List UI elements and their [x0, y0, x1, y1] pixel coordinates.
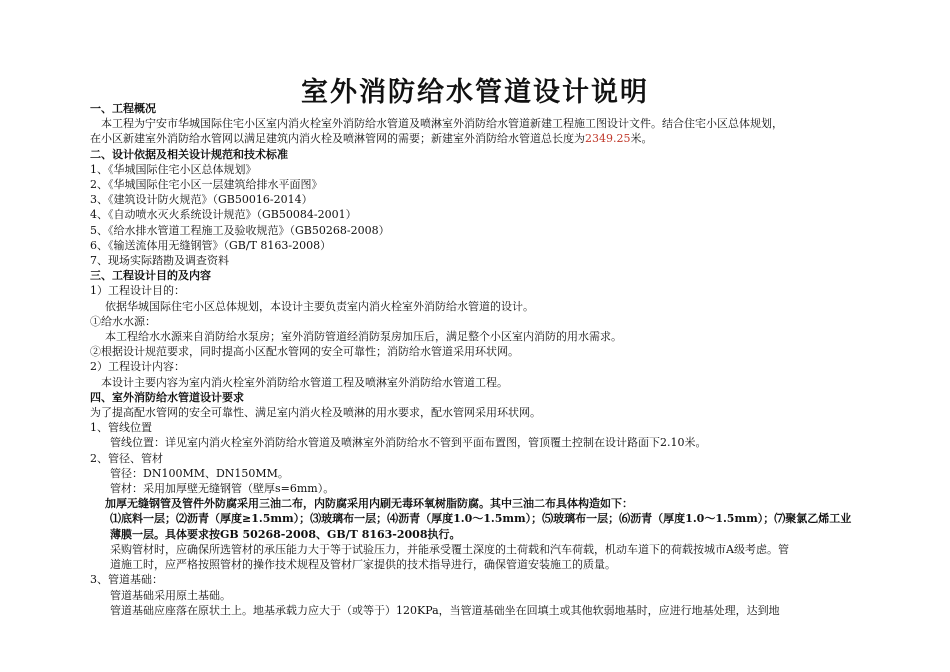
overview-paragraph-line-2 [90, 131, 890, 146]
basis-item: 7、现场实际踏勘及调查资料 [90, 254, 229, 268]
requirements-line: 道施工时，应严格按照管材的操作技术规程及管材厂家提供的技术指导进行，确保管道安装施工的质量。 [110, 558, 616, 572]
requirements-line: 管道基础应座落在原状土上。地基承载力应大于（或等于）120KPa，当管道基础坐在回填土或其他软弱地基时，应进行地基处理，达到地 [110, 603, 780, 617]
requirements-line: 1、管线位置 [90, 421, 152, 435]
basis-item: 1、《华城国际住宅小区总体规划》 [90, 162, 257, 176]
purpose-line: 依据华城国际住宅小区总体规划，本设计主要负责室内消火栓室外消防给水管道的设计。 [105, 299, 534, 313]
purpose-line: 本工程给水水源来自消防给水泵房；室外消防管道经消防泵房加压后，满足整个小区室内消防的用水需求。 [105, 330, 622, 344]
basis-item: 5、《给水排水管道工程施工及验收规范》（GB50268-2008） [90, 223, 390, 237]
basis-item: 3、《建筑设计防火规范》（GB50016-2014） [90, 193, 313, 207]
requirements-line: 3、管道基础： [90, 573, 163, 587]
purpose-line: 1）工程设计目的： [90, 284, 185, 298]
section-heading-purpose: 三、工程设计目的及内容 [90, 269, 211, 283]
basis-item: 2、《华城国际住宅小区一层建筑给排水平面图》 [90, 178, 323, 192]
requirements-line: 管径：DN100MM、DN150MM。 [110, 466, 289, 480]
purpose-line: 本设计主要内容为室内消火栓室外消防给水管道工程及喷淋室外消防给水管道工程。 [101, 375, 508, 389]
purpose-line: 2）工程设计内容： [90, 360, 185, 374]
purpose-line: ②根据设计规范要求，同时提高小区配水管网的安全可靠性；消防给水管道采用环状网。 [90, 345, 519, 359]
basis-item: 4、《自动喷水灭火系统设计规范》（GB50084-2001） [90, 208, 357, 222]
purpose-line: ①给水水源： [90, 314, 156, 328]
requirements-line: 薄膜一层。具体要求按GB 50268-2008、GB/T 8163-2008执行。 [110, 527, 461, 541]
requirements-line: 2、管径、管材 [90, 451, 163, 465]
basis-item: 6、《输送流体用无缝钢管》（GB/T 8163-2008） [90, 238, 332, 252]
length-unit: 米。 [630, 132, 653, 146]
requirements-line: 加厚无缝钢管及管件外防腐采用三油二布，内防腐采用内刷无毒环氧树脂防腐。其中三油二布具体构造如下： [105, 497, 633, 511]
requirements-line: 管线位置：详见室内消火栓室外消防给水管道及喷淋室外消防给水不管到平面布置图，管顶覆土控制在设计路面下2.10米。 [110, 436, 707, 450]
requirements-line: ⑴底料一层；⑵沥青（厚度≥1.5mm）；⑶玻璃布一层；⑷沥青（厚度1.0～1.5mm）；⑸玻璃布一层；⑹沥青（厚度1.0～1.5mm）；⑺聚氯乙烯工业 [110, 512, 852, 526]
requirements-line: 采购管材时，应确保所选管材的承压能力大于等于试验压力，并能承受覆土深度的土荷载和汽车荷载，机动车道下的荷载按城市A级考虑。管 [110, 542, 789, 556]
requirements-line: 管道基础采用原土基础。 [110, 588, 231, 602]
section-heading-requirements: 四、室外消防给水管道设计要求 [90, 390, 244, 404]
document-body [90, 101, 890, 618]
section-heading-basis: 二、设计依据及相关设计规范和技术标准 [90, 147, 288, 161]
total-length-value: 2349.25 [585, 132, 631, 146]
requirements-line: 为了提高配水管网的安全可靠性、满足室内消火栓及喷淋的用水要求，配水管网采用环状网。 [90, 406, 541, 420]
section-heading-overview: 一、工程概况 [90, 102, 156, 115]
overview-text: 在小区新建室外消防给水管网以满足建筑内消火栓及喷淋管网的需要；新建室外消防给水管道总长度为 [90, 132, 585, 146]
overview-paragraph-line-1: 本工程为宁安市华城国际住宅小区室内消火栓室外消防给水管道及喷淋室外消防给水管道新建工程施工图设计文件。结合住宅小区总体规划， [101, 117, 783, 131]
page-title: 室外消防给水管道设计说明 [301, 77, 649, 108]
requirements-line: 管材：采用加厚壁无缝钢管（壁厚s=6mm）。 [110, 482, 335, 496]
